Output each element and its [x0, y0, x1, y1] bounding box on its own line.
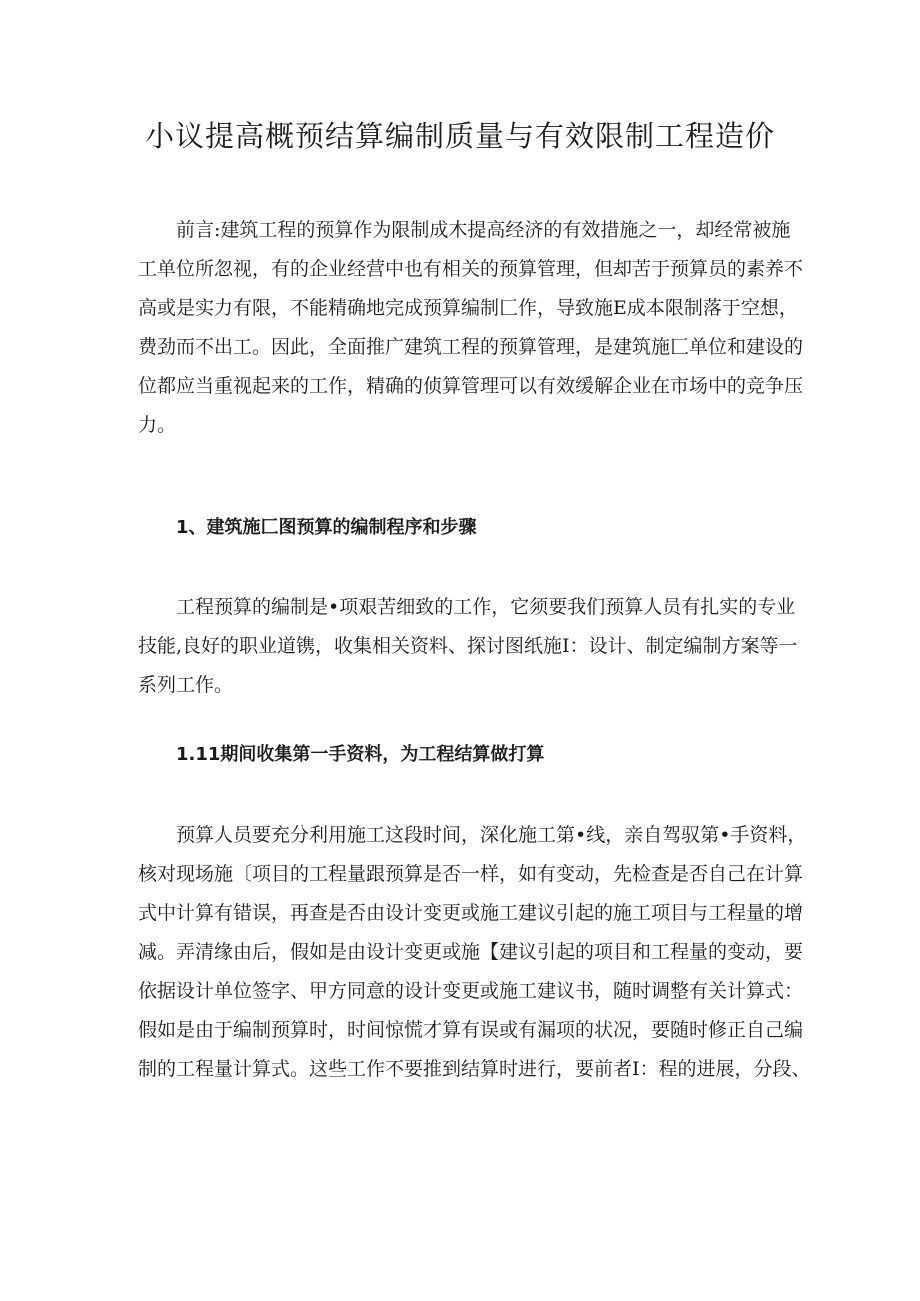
section1-paragraph — [138, 588, 798, 705]
document-title: 小议提高概预结算编制质量与有效限制工程造价 — [144, 119, 775, 153]
intro-line: 高或是实力有限，不能精确地完成预算编制匚作，导致施E成本限制落于空想， — [138, 297, 798, 319]
section1-1-line: 依据设计单位签字、甲方同意的设计变更或施工建议书，随时调整有关计算式： — [138, 980, 804, 1002]
section1-1-line: 减。弄清缘由后，假如是由设计变更或施【建议引起的项目和工程量的变动，要 — [138, 941, 804, 963]
section-heading-1-1: 1.11期间收集第一手资料，为工程结算做打算 — [176, 744, 545, 765]
intro-line: 前言:建筑工程的预算作为限制成木提高经济的有效措施之一，却经常被施 — [176, 219, 791, 241]
section1-1-paragraph — [138, 816, 811, 1089]
intro-line: 力。 — [138, 414, 177, 436]
section1-1-line: 预算人员要充分利用施工这段时间，深化施工第•线，亲自驾驭第•手资料， — [176, 824, 807, 846]
section-heading-1: 1、建筑施匚图预算的编制程序和步骤 — [176, 517, 477, 538]
section1-1-line: 核对现场施〔项目的工程量跟预算是否一样，如有变动，先检查是否自己在计算 — [138, 863, 804, 885]
section1-line: 工程预算的编制是•项艰苦细致的工作，它须要我们预算人员有扎实的专业 — [176, 596, 796, 618]
intro-paragraph — [138, 211, 804, 445]
section1-1-line: 式中计算有错误，再查是否由设计变更或施工建议引起的施工项目与工程量的增 — [138, 902, 804, 924]
section1-1-line: 假如是由于编制预算时，时间惊慌才算有误或有漏项的状况，要随时修正自己编 — [138, 1019, 804, 1041]
section1-line: 系列工作。 — [138, 674, 234, 696]
intro-line: 工单位所忽视，有的企业经营中也有相关的预算管理，但却苦于预算员的素养不 — [138, 258, 804, 280]
intro-line: 费劲而不出工。因此，全面推广建筑工程的预算管理，是建筑施匚单位和建设的 — [138, 336, 804, 358]
section1-1-line: 制的工程量计算式。这些工作不要推到结算时进行，要前者I：程的进展，分段、 — [138, 1058, 811, 1080]
intro-line: 位都应当重视起来的工作，精确的侦算管理可以有效缓解企业在市场中的竞争压 — [138, 375, 804, 397]
section1-line: 技能,良好的职业道镌，收集相关资料、探讨图纸施I：设计、制定编制方案等一 — [138, 635, 798, 657]
